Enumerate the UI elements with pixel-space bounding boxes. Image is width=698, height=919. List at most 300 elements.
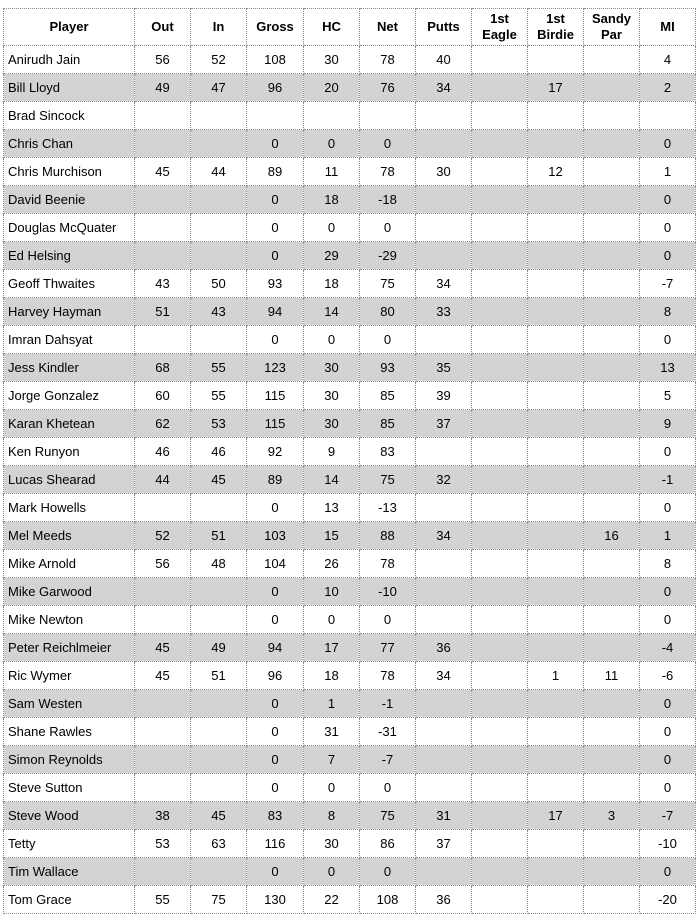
out-cell: 53 (135, 830, 191, 858)
sandy-par-cell (584, 130, 640, 158)
putts-cell (416, 550, 472, 578)
player-cell: Jorge Gonzalez (4, 382, 135, 410)
mi-cell: -7 (640, 802, 696, 830)
table-row (4, 270, 696, 298)
in-cell: 47 (191, 74, 247, 102)
first-birdie-cell (528, 326, 584, 354)
first-eagle-cell (472, 466, 528, 494)
in-cell: 46 (191, 438, 247, 466)
in-cell: 45 (191, 802, 247, 830)
first-eagle-cell (472, 802, 528, 830)
first-birdie-cell (528, 522, 584, 550)
first-birdie-cell: 1 (528, 662, 584, 690)
mi-cell: -4 (640, 634, 696, 662)
table-row (4, 46, 696, 74)
player-cell: Geoff Thwaites (4, 270, 135, 298)
header-first-eagle (472, 9, 528, 46)
in-cell (191, 606, 247, 634)
first-birdie-cell (528, 690, 584, 718)
putts-cell: 34 (416, 522, 472, 550)
putts-cell (416, 746, 472, 774)
hc-cell: 31 (304, 718, 360, 746)
header-player: Player (4, 9, 135, 46)
first-birdie-cell: 17 (528, 802, 584, 830)
first-birdie-cell (528, 466, 584, 494)
sandy-par-cell (584, 886, 640, 914)
first-eagle-cell (472, 46, 528, 74)
out-cell (135, 858, 191, 886)
mi-cell: 8 (640, 298, 696, 326)
header-hc: HC (304, 9, 360, 46)
mi-cell: -1 (640, 466, 696, 494)
mi-cell: 0 (640, 858, 696, 886)
sandy-par-cell (584, 578, 640, 606)
out-cell: 56 (135, 46, 191, 74)
first-birdie-cell (528, 46, 584, 74)
out-cell: 45 (135, 634, 191, 662)
in-cell: 55 (191, 354, 247, 382)
first-eagle-cell (472, 102, 528, 130)
putts-cell (416, 774, 472, 802)
table-row (4, 382, 696, 410)
gross-cell: 123 (247, 354, 304, 382)
mi-cell: 0 (640, 690, 696, 718)
putts-cell: 39 (416, 382, 472, 410)
header-sandy-par-line1: Sandy (591, 11, 631, 26)
header-first-eagle-line1: 1st (490, 11, 509, 26)
first-birdie-cell (528, 578, 584, 606)
out-cell: 43 (135, 270, 191, 298)
gross-cell: 83 (247, 802, 304, 830)
table-row (4, 326, 696, 354)
hc-cell: 18 (304, 270, 360, 298)
putts-cell: 30 (416, 158, 472, 186)
hc-cell: 26 (304, 550, 360, 578)
mi-cell: -7 (640, 270, 696, 298)
first-birdie-cell (528, 494, 584, 522)
first-eagle-cell (472, 494, 528, 522)
hc-cell: 0 (304, 774, 360, 802)
first-eagle-cell (472, 858, 528, 886)
hc-cell: 0 (304, 130, 360, 158)
gross-cell: 96 (247, 662, 304, 690)
header-putts: Putts (416, 9, 472, 46)
first-eagle-cell (472, 634, 528, 662)
out-cell: 45 (135, 662, 191, 690)
table-row (4, 662, 696, 690)
sandy-par-cell (584, 746, 640, 774)
gross-cell: 0 (247, 326, 304, 354)
player-cell: Mike Arnold (4, 550, 135, 578)
gross-cell: 104 (247, 550, 304, 578)
putts-cell (416, 606, 472, 634)
first-eagle-cell (472, 662, 528, 690)
out-cell: 49 (135, 74, 191, 102)
putts-cell (416, 130, 472, 158)
in-cell (191, 774, 247, 802)
gross-cell: 89 (247, 158, 304, 186)
sandy-par-cell (584, 354, 640, 382)
mi-cell: 0 (640, 242, 696, 270)
putts-cell (416, 578, 472, 606)
table-row (4, 690, 696, 718)
sandy-par-cell (584, 298, 640, 326)
player-cell: Imran Dahsyat (4, 326, 135, 354)
table-row (4, 466, 696, 494)
putts-cell (416, 186, 472, 214)
mi-cell: 1 (640, 158, 696, 186)
sandy-par-cell: 11 (584, 662, 640, 690)
sandy-par-cell (584, 326, 640, 354)
in-cell (191, 746, 247, 774)
sandy-par-cell (584, 382, 640, 410)
mi-cell (640, 102, 696, 130)
net-cell: 75 (360, 270, 416, 298)
table-row (4, 410, 696, 438)
first-eagle-cell (472, 886, 528, 914)
header-sandy-par-line2: Par (601, 27, 622, 42)
table-row (4, 522, 696, 550)
in-cell: 45 (191, 466, 247, 494)
header-first-birdie-line2: Birdie (537, 27, 574, 42)
sandy-par-cell (584, 214, 640, 242)
net-cell: 78 (360, 158, 416, 186)
gross-cell: 0 (247, 606, 304, 634)
first-eagle-cell (472, 214, 528, 242)
out-cell (135, 718, 191, 746)
player-cell: Tom Grace (4, 886, 135, 914)
first-eagle-cell (472, 298, 528, 326)
net-cell: 0 (360, 606, 416, 634)
sandy-par-cell (584, 438, 640, 466)
gross-cell: 96 (247, 74, 304, 102)
hc-cell: 30 (304, 410, 360, 438)
mi-cell: 5 (640, 382, 696, 410)
gross-cell: 0 (247, 186, 304, 214)
gross-cell: 0 (247, 858, 304, 886)
putts-cell (416, 494, 472, 522)
mi-cell: 4 (640, 46, 696, 74)
hc-cell: 30 (304, 382, 360, 410)
net-cell: -1 (360, 690, 416, 718)
mi-cell: 9 (640, 410, 696, 438)
net-cell: 83 (360, 438, 416, 466)
net-cell: 78 (360, 46, 416, 74)
hc-cell: 0 (304, 214, 360, 242)
mi-cell: 8 (640, 550, 696, 578)
header-gross: Gross (247, 9, 304, 46)
hc-cell: 17 (304, 634, 360, 662)
putts-cell: 33 (416, 298, 472, 326)
net-cell: -31 (360, 718, 416, 746)
putts-cell: 35 (416, 354, 472, 382)
in-cell: 75 (191, 886, 247, 914)
player-cell: Karan Khetean (4, 410, 135, 438)
in-cell: 44 (191, 158, 247, 186)
header-row (4, 9, 696, 46)
out-cell: 60 (135, 382, 191, 410)
first-eagle-cell (472, 606, 528, 634)
putts-cell: 34 (416, 662, 472, 690)
hc-cell: 8 (304, 802, 360, 830)
net-cell: 88 (360, 522, 416, 550)
sandy-par-cell (584, 242, 640, 270)
in-cell (191, 186, 247, 214)
in-cell (191, 718, 247, 746)
player-cell: Brad Sincock (4, 102, 135, 130)
hc-cell: 11 (304, 158, 360, 186)
table-row (4, 830, 696, 858)
sandy-par-cell (584, 466, 640, 494)
out-cell (135, 746, 191, 774)
mi-cell: 0 (640, 186, 696, 214)
in-cell (191, 578, 247, 606)
putts-cell: 34 (416, 74, 472, 102)
hc-cell: 18 (304, 186, 360, 214)
net-cell: -10 (360, 578, 416, 606)
hc-cell: 9 (304, 438, 360, 466)
gross-cell: 94 (247, 634, 304, 662)
player-cell: Mike Newton (4, 606, 135, 634)
first-birdie-cell (528, 102, 584, 130)
sandy-par-cell (584, 690, 640, 718)
first-birdie-cell (528, 606, 584, 634)
in-cell (191, 858, 247, 886)
out-cell: 68 (135, 354, 191, 382)
putts-cell (416, 242, 472, 270)
out-cell (135, 242, 191, 270)
hc-cell: 30 (304, 46, 360, 74)
putts-cell (416, 438, 472, 466)
first-birdie-cell (528, 382, 584, 410)
mi-cell: 0 (640, 718, 696, 746)
in-cell: 52 (191, 46, 247, 74)
sandy-par-cell (584, 74, 640, 102)
first-birdie-cell (528, 830, 584, 858)
out-cell (135, 102, 191, 130)
gross-cell: 0 (247, 774, 304, 802)
header-net: Net (360, 9, 416, 46)
player-cell: Chris Chan (4, 130, 135, 158)
net-cell: 77 (360, 634, 416, 662)
first-birdie-cell (528, 242, 584, 270)
sandy-par-cell (584, 410, 640, 438)
in-cell (191, 690, 247, 718)
scores-body (4, 46, 696, 914)
hc-cell (304, 102, 360, 130)
out-cell (135, 214, 191, 242)
mi-cell: -10 (640, 830, 696, 858)
mi-cell: 0 (640, 774, 696, 802)
sandy-par-cell: 3 (584, 802, 640, 830)
player-cell: Mark Howells (4, 494, 135, 522)
first-eagle-cell (472, 158, 528, 186)
first-birdie-cell (528, 438, 584, 466)
gross-cell: 115 (247, 382, 304, 410)
player-cell: Ken Runyon (4, 438, 135, 466)
net-cell: -7 (360, 746, 416, 774)
first-birdie-cell: 12 (528, 158, 584, 186)
sandy-par-cell (584, 550, 640, 578)
table-row (4, 606, 696, 634)
net-cell: 75 (360, 802, 416, 830)
table-row (4, 298, 696, 326)
out-cell (135, 606, 191, 634)
table-row (4, 158, 696, 186)
net-cell: 78 (360, 550, 416, 578)
hc-cell: 0 (304, 858, 360, 886)
player-cell: Sam Westen (4, 690, 135, 718)
net-cell: 76 (360, 74, 416, 102)
sandy-par-cell (584, 606, 640, 634)
mi-cell: 0 (640, 494, 696, 522)
first-birdie-cell (528, 746, 584, 774)
player-cell: Tetty (4, 830, 135, 858)
table-row (4, 886, 696, 914)
table-row (4, 130, 696, 158)
gross-cell: 115 (247, 410, 304, 438)
gross-cell: 94 (247, 298, 304, 326)
table-row (4, 354, 696, 382)
gross-cell: 89 (247, 466, 304, 494)
first-eagle-cell (472, 438, 528, 466)
net-cell: -13 (360, 494, 416, 522)
in-cell: 51 (191, 662, 247, 690)
mi-cell: -6 (640, 662, 696, 690)
gross-cell: 116 (247, 830, 304, 858)
first-eagle-cell (472, 578, 528, 606)
in-cell: 55 (191, 382, 247, 410)
out-cell: 45 (135, 158, 191, 186)
hc-cell: 15 (304, 522, 360, 550)
out-cell: 38 (135, 802, 191, 830)
first-eagle-cell (472, 830, 528, 858)
gross-cell (247, 102, 304, 130)
first-birdie-cell (528, 410, 584, 438)
table-row (4, 74, 696, 102)
header-sandy-par (584, 9, 640, 46)
out-cell (135, 774, 191, 802)
first-birdie-cell (528, 550, 584, 578)
net-cell: 0 (360, 326, 416, 354)
in-cell: 43 (191, 298, 247, 326)
table-row (4, 214, 696, 242)
gross-cell: 0 (247, 494, 304, 522)
out-cell (135, 690, 191, 718)
player-cell: Anirudh Jain (4, 46, 135, 74)
first-birdie-cell (528, 774, 584, 802)
sandy-par-cell (584, 634, 640, 662)
first-birdie-cell (528, 214, 584, 242)
out-cell (135, 578, 191, 606)
mi-cell: 2 (640, 74, 696, 102)
putts-cell: 37 (416, 410, 472, 438)
putts-cell (416, 858, 472, 886)
gross-cell: 93 (247, 270, 304, 298)
hc-cell: 29 (304, 242, 360, 270)
gross-cell: 0 (247, 214, 304, 242)
putts-cell: 37 (416, 830, 472, 858)
first-birdie-cell (528, 298, 584, 326)
net-cell: -18 (360, 186, 416, 214)
net-cell: 86 (360, 830, 416, 858)
out-cell (135, 130, 191, 158)
player-cell: Chris Murchison (4, 158, 135, 186)
net-cell: 0 (360, 214, 416, 242)
player-cell: Simon Reynolds (4, 746, 135, 774)
out-cell (135, 326, 191, 354)
hc-cell: 13 (304, 494, 360, 522)
first-eagle-cell (472, 74, 528, 102)
hc-cell: 30 (304, 830, 360, 858)
out-cell: 56 (135, 550, 191, 578)
gross-cell: 0 (247, 130, 304, 158)
table-row (4, 438, 696, 466)
player-cell: Jess Kindler (4, 354, 135, 382)
player-cell: David Beenie (4, 186, 135, 214)
in-cell: 51 (191, 522, 247, 550)
hc-cell: 0 (304, 606, 360, 634)
putts-cell: 32 (416, 466, 472, 494)
net-cell: 0 (360, 774, 416, 802)
header-out: Out (135, 9, 191, 46)
hc-cell: 1 (304, 690, 360, 718)
hc-cell: 10 (304, 578, 360, 606)
putts-cell (416, 214, 472, 242)
gross-cell: 103 (247, 522, 304, 550)
table-row (4, 746, 696, 774)
player-cell: Peter Reichlmeier (4, 634, 135, 662)
scores-table (3, 8, 696, 914)
first-eagle-cell (472, 410, 528, 438)
hc-cell: 30 (304, 354, 360, 382)
player-cell: Ric Wymer (4, 662, 135, 690)
mi-cell: 0 (640, 746, 696, 774)
hc-cell: 14 (304, 298, 360, 326)
player-cell: Bill Lloyd (4, 74, 135, 102)
out-cell: 52 (135, 522, 191, 550)
in-cell (191, 130, 247, 158)
sandy-par-cell (584, 718, 640, 746)
mi-cell: 13 (640, 354, 696, 382)
gross-cell: 0 (247, 578, 304, 606)
table-row (4, 186, 696, 214)
table-row (4, 578, 696, 606)
first-eagle-cell (472, 550, 528, 578)
first-eagle-cell (472, 382, 528, 410)
net-cell: 93 (360, 354, 416, 382)
first-eagle-cell (472, 718, 528, 746)
in-cell: 48 (191, 550, 247, 578)
net-cell: 0 (360, 858, 416, 886)
hc-cell: 22 (304, 886, 360, 914)
table-row (4, 802, 696, 830)
table-row (4, 718, 696, 746)
hc-cell: 14 (304, 466, 360, 494)
first-birdie-cell (528, 886, 584, 914)
out-cell: 44 (135, 466, 191, 494)
sandy-par-cell (584, 186, 640, 214)
net-cell (360, 102, 416, 130)
sandy-par-cell (584, 158, 640, 186)
mi-cell: -20 (640, 886, 696, 914)
mi-cell: 1 (640, 522, 696, 550)
in-cell (191, 102, 247, 130)
sandy-par-cell: 16 (584, 522, 640, 550)
out-cell (135, 494, 191, 522)
first-birdie-cell (528, 858, 584, 886)
hc-cell: 7 (304, 746, 360, 774)
